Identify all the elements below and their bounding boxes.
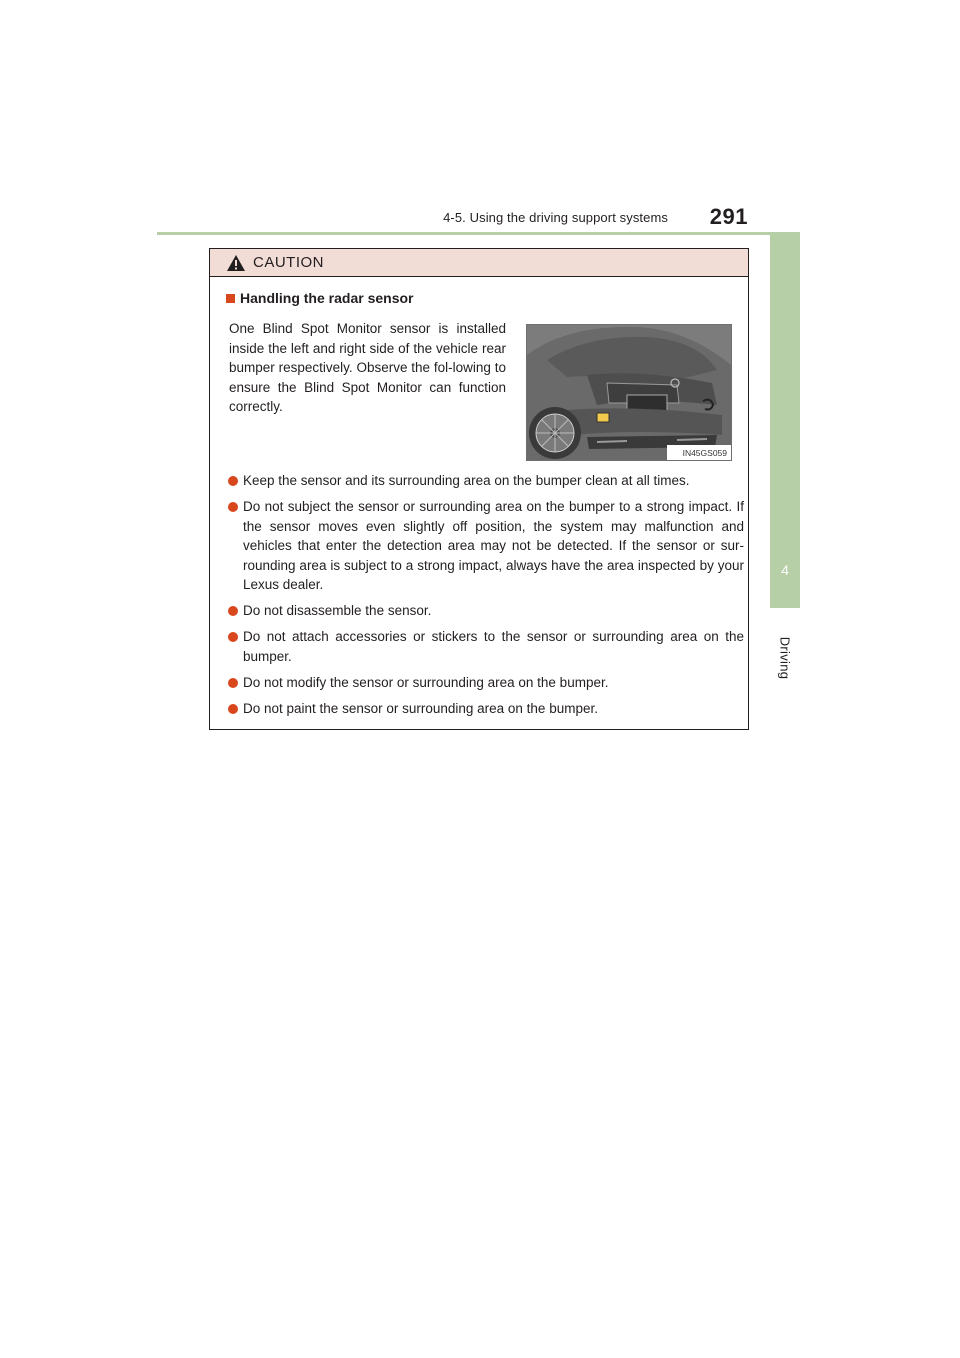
list-item	[226, 627, 744, 666]
list-item-text: Keep the sensor and its surrounding area on the bumper clean at all times.	[243, 473, 690, 488]
chapter-number: 4	[781, 562, 789, 578]
round-bullet-icon	[228, 502, 238, 512]
car-rear-figure	[526, 324, 732, 461]
round-bullet-icon	[228, 704, 238, 714]
intro-paragraph: One Blind Spot Monitor sensor is installed inside the left and right side of the vehicle rear bumper respectively. Observe the fol-lowing to ensure the Blind Spot Monitor can function correctly.	[229, 321, 506, 414]
bullet-list	[226, 471, 744, 725]
figure-code: IN45GS059	[682, 448, 727, 458]
caution-box	[209, 248, 749, 730]
chapter-side-tab	[770, 233, 800, 608]
square-bullet-icon	[226, 294, 235, 303]
section-heading	[226, 290, 413, 306]
list-item-text: Do not modify the sensor or surrounding area on the bumper.	[243, 674, 609, 690]
list-item	[226, 471, 744, 491]
caution-header	[210, 249, 748, 277]
list-item-text: Do not attach accessories or stickers to the sensor or surrounding area on the bumper.	[243, 629, 744, 664]
list-item	[226, 497, 744, 595]
list-item-text: Do not paint the sensor or surrounding area on the bumper.	[243, 700, 598, 716]
caution-label: CAUTION	[253, 254, 324, 271]
header-section-title: 4-5. Using the driving support systems	[443, 210, 668, 225]
list-item-text: Do not disassemble the sensor.	[243, 603, 432, 618]
chapter-label-text: Driving	[777, 636, 793, 680]
round-bullet-icon	[228, 678, 238, 688]
round-bullet-icon	[228, 476, 238, 486]
chapter-label	[774, 618, 796, 698]
warning-triangle-icon	[226, 254, 246, 272]
round-bullet-icon	[228, 632, 238, 642]
list-item	[226, 673, 744, 693]
section-heading-text: Handling the radar sensor	[240, 290, 414, 306]
car-rear-illustration	[527, 325, 731, 460]
round-bullet-icon	[228, 606, 238, 616]
header-rule	[157, 232, 800, 235]
list-item	[226, 699, 744, 719]
list-item	[226, 601, 744, 621]
page-number: 291	[709, 204, 748, 229]
list-item-text: Do not subject the sensor or surrounding area on the bumper to a strong impact. If the sensor moves even slightly off position, the system may malfunction and vehicles that enter the detection area may not be detected. If the sensor or sur-rounding area is subject to a strong impact, always have the area inspected by your Lexus dealer.	[243, 499, 744, 592]
